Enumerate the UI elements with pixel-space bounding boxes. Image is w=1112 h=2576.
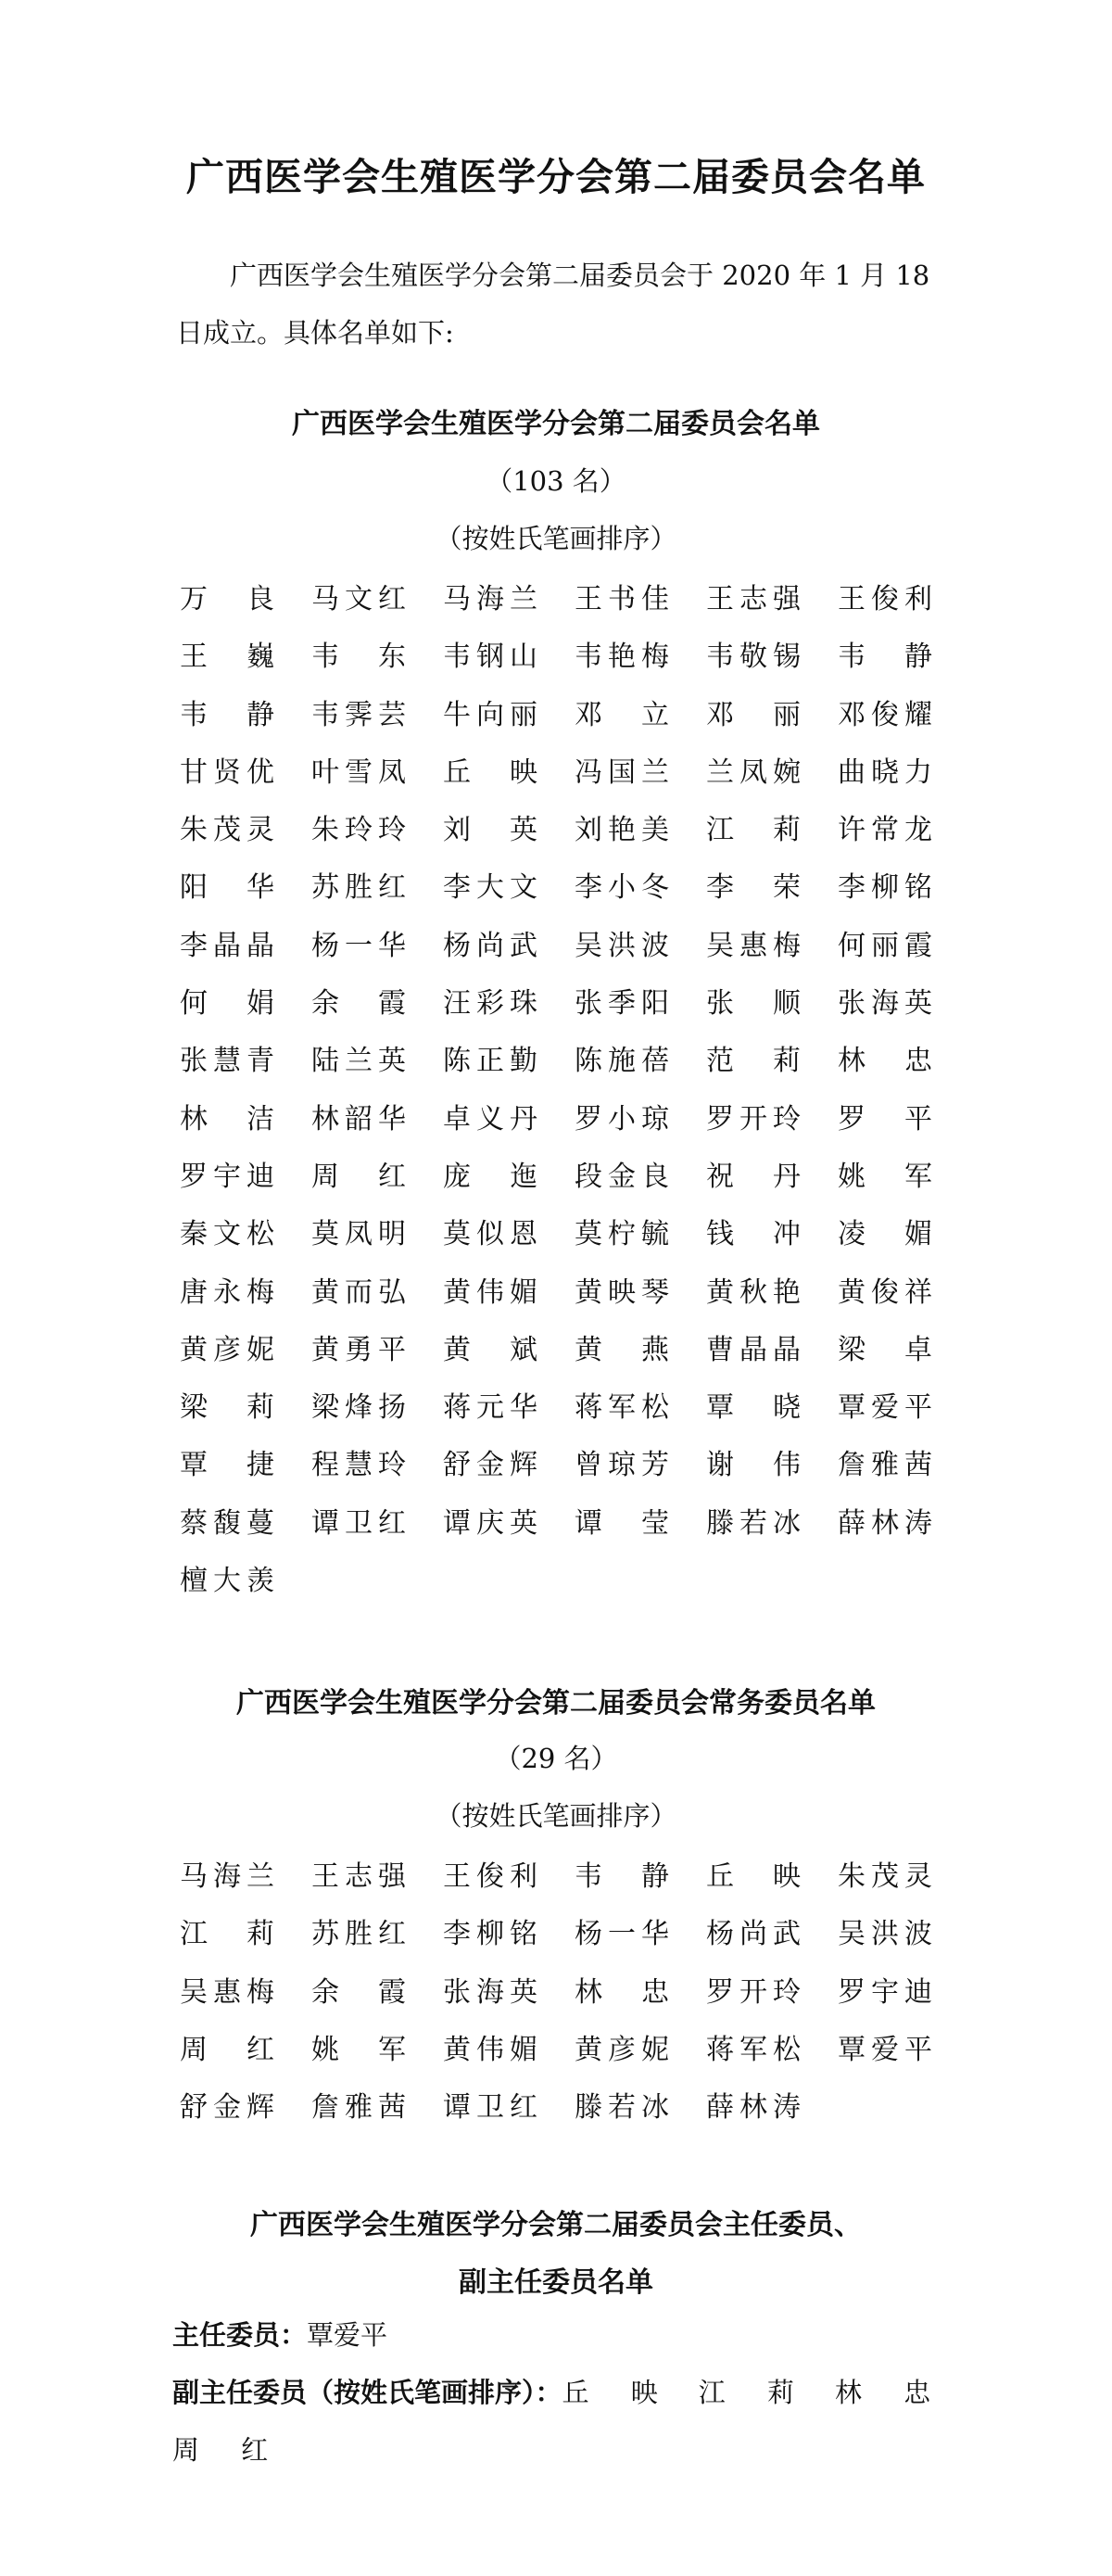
member-name: 杨 一 华 xyxy=(575,1918,669,1951)
member-name: 曹 晶 晶 xyxy=(706,1333,801,1366)
leaders-title-line-1: 广西医学会生殖医学分会第二届委员会主任委员、 xyxy=(250,2209,862,2241)
member-name: 罗 开 玲 xyxy=(706,1102,801,1136)
member-name: 梁 烽 扬 xyxy=(311,1391,406,1425)
member-name: 蔡 馥 蔓 xyxy=(180,1506,274,1540)
member-name: 王 志 强 xyxy=(311,1860,406,1893)
member-name: 谢 伟 xyxy=(706,1449,801,1482)
member-name: 林 忠 xyxy=(575,1975,669,2009)
member-name: 陈 施 蓓 xyxy=(575,1045,669,1078)
member-name: 兰 凤 婉 xyxy=(706,755,801,789)
member-name: 黄 秋 艳 xyxy=(706,1275,801,1309)
member-name: 罗 小 琼 xyxy=(575,1102,669,1136)
member-name: 韦 静 xyxy=(838,641,932,674)
member-name: 许 常 龙 xyxy=(838,814,932,847)
member-name: 韦 艳 梅 xyxy=(575,641,669,674)
chair-name: 覃爱平 xyxy=(307,2319,388,2351)
member-name: 黄 勇 平 xyxy=(311,1333,406,1366)
member-name: 覃 捷 xyxy=(180,1449,274,1482)
member-name: 林 忠 xyxy=(838,1045,932,1078)
member-name: 叶 雪 凤 xyxy=(311,755,406,789)
member-name: 王 俊 利 xyxy=(443,1860,537,1893)
member-name: 牛 向 丽 xyxy=(443,698,537,731)
member-name: 何 娟 xyxy=(180,987,274,1021)
leaders-title-line-2: 副主任委员名单 xyxy=(459,2266,653,2299)
intro-line-2: 日成立。具体名单如下: xyxy=(176,317,454,349)
chair-line xyxy=(172,2315,387,2353)
member-name: 梁 莉 xyxy=(180,1391,274,1425)
member-name: 詹 雅 茜 xyxy=(311,2091,406,2125)
member-name: 朱 茂 灵 xyxy=(838,1860,932,1893)
member-name: 蒋 军 松 xyxy=(575,1391,669,1425)
member-name: 韦 静 xyxy=(575,1860,669,1893)
member-name: 吴 惠 梅 xyxy=(706,929,801,962)
member-name: 江 莉 xyxy=(706,814,801,847)
member-name: 滕 若 冰 xyxy=(706,1506,801,1540)
member-name: 蒋 军 松 xyxy=(706,2033,801,2066)
member-name: 罗 平 xyxy=(838,1102,932,1136)
intro-line-1: 广西医学会生殖医学分会第二届委员会于 2020 年 1 月 18 xyxy=(230,260,930,291)
member-name: 谭 卫 红 xyxy=(443,2091,537,2125)
member-name: 黄 斌 xyxy=(443,1333,537,1366)
standing-member-grid xyxy=(180,1845,958,2133)
member-name: 王 俊 利 xyxy=(838,583,932,615)
member-name: 邓 俊 耀 xyxy=(838,698,932,731)
member-name: 张 季 阳 xyxy=(575,987,669,1021)
vice-chair-names: 丘 映 江 莉 林 忠 xyxy=(562,2377,948,2408)
member-name: 莫 凤 明 xyxy=(311,1218,406,1251)
member-name: 王 志 强 xyxy=(706,583,801,615)
member-name: 吴 洪 波 xyxy=(575,929,669,962)
member-name: 马 海 兰 xyxy=(443,583,537,615)
member-name: 李 小 冬 xyxy=(575,871,669,905)
member-name: 周 红 xyxy=(311,1160,406,1193)
member-name: 马 海 兰 xyxy=(180,1860,274,1893)
member-name: 秦 文 松 xyxy=(180,1218,274,1251)
member-name: 江 莉 xyxy=(180,1918,274,1951)
standing-count: （29 名） xyxy=(494,1743,618,1774)
committee-count: （103 名） xyxy=(486,465,626,497)
member-name: 黄 映 琴 xyxy=(575,1275,669,1309)
member-name: 庞 迤 xyxy=(443,1160,537,1193)
member-name: 何 丽 霞 xyxy=(838,929,932,962)
vice-chair-label: 副主任委员（按姓氏笔画排序）： xyxy=(172,2377,562,2408)
member-name: 王 巍 xyxy=(180,641,274,674)
member-name: 黄 俊 祥 xyxy=(838,1275,932,1309)
member-name: 杨 尚 武 xyxy=(706,1918,801,1951)
member-name: 覃 晓 xyxy=(706,1391,801,1425)
member-name: 万 良 xyxy=(180,583,274,615)
member-name: 舒 金 辉 xyxy=(180,2091,274,2125)
member-name: 檀 大 羡 xyxy=(180,1565,274,1598)
member-name: 黄 彦 妮 xyxy=(575,2033,669,2066)
member-name: 莫 柠 毓 xyxy=(575,1218,669,1251)
member-name: 范 莉 xyxy=(706,1045,801,1078)
member-name: 钱 冲 xyxy=(706,1218,801,1251)
member-name: 罗 开 玲 xyxy=(706,1975,801,2009)
member-name: 邓 丽 xyxy=(706,698,801,731)
member-name: 谭 庆 英 xyxy=(443,1506,537,1540)
member-name: 卓 义 丹 xyxy=(443,1102,537,1136)
member-name: 冯 国 兰 xyxy=(575,755,669,789)
member-name: 蒋 元 华 xyxy=(443,1391,537,1425)
member-name: 罗 宇 迪 xyxy=(838,1975,932,2009)
member-name: 汪 彩 珠 xyxy=(443,987,537,1021)
member-name: 李 晶 晶 xyxy=(180,929,274,962)
member-name: 滕 若 冰 xyxy=(575,2091,669,2125)
member-name: 马 文 红 xyxy=(311,583,406,615)
member-name: 曲 晓 力 xyxy=(838,755,932,789)
intro-paragraph xyxy=(176,247,945,362)
member-name: 朱 茂 灵 xyxy=(180,814,274,847)
member-name: 林 韶 华 xyxy=(311,1102,406,1136)
vice-chair-names-cont: 周 红 xyxy=(172,2434,285,2466)
member-name: 黄 燕 xyxy=(575,1333,669,1366)
member-name: 张 顺 xyxy=(706,987,801,1021)
member-name: 李 柳 铭 xyxy=(838,871,932,905)
member-name: 周 红 xyxy=(180,2033,274,2066)
document-title: 广西医学会生殖医学分会第二届委员会名单 xyxy=(186,155,926,199)
member-name: 张 海 英 xyxy=(443,1975,537,2009)
member-name: 刘 英 xyxy=(443,814,537,847)
member-name: 甘 贤 优 xyxy=(180,755,274,789)
member-name: 丘 映 xyxy=(706,1860,801,1893)
member-name: 朱 玲 玲 xyxy=(311,814,406,847)
member-name: 覃 爱 平 xyxy=(838,1391,932,1425)
member-name: 祝 丹 xyxy=(706,1160,801,1193)
member-name: 韦 静 xyxy=(180,698,274,731)
member-name: 李 荣 xyxy=(706,871,801,905)
member-name: 阳 华 xyxy=(180,871,274,905)
member-name: 梁 卓 xyxy=(838,1333,932,1366)
member-name: 李 大 文 xyxy=(443,871,537,905)
member-name: 陆 兰 英 xyxy=(311,1045,406,1078)
member-name: 余 霞 xyxy=(311,987,406,1021)
member-name: 黄 伟 媚 xyxy=(443,2033,537,2066)
member-name: 刘 艳 美 xyxy=(575,814,669,847)
member-name: 陈 正 勤 xyxy=(443,1045,537,1078)
member-name: 王 书 佳 xyxy=(575,583,669,615)
member-name: 张 慧 青 xyxy=(180,1045,274,1078)
member-name: 姚 军 xyxy=(838,1160,932,1193)
member-name: 李 柳 铭 xyxy=(443,1918,537,1951)
member-name: 吴 洪 波 xyxy=(838,1918,932,1951)
member-name: 罗 宇 迪 xyxy=(180,1160,274,1193)
member-name: 韦 霁 芸 xyxy=(311,698,406,731)
member-name: 黄 而 弘 xyxy=(311,1275,406,1309)
member-name: 薛 林 涛 xyxy=(706,2091,801,2125)
member-name: 邓 立 xyxy=(575,698,669,731)
member-name: 程 慧 玲 xyxy=(311,1449,406,1482)
member-name: 余 霞 xyxy=(311,1975,406,2009)
chair-label: 主任委员： xyxy=(172,2319,308,2351)
member-name: 杨 一 华 xyxy=(311,929,406,962)
member-name: 覃 爱 平 xyxy=(838,2033,932,2066)
member-name: 唐 永 梅 xyxy=(180,1275,274,1309)
member-name: 谭 莹 xyxy=(575,1506,669,1540)
member-name: 苏 胜 红 xyxy=(311,1918,406,1951)
member-name: 凌 媚 xyxy=(838,1218,932,1251)
vice-chair-line-2 xyxy=(172,2430,309,2468)
member-name: 黄 伟 媚 xyxy=(443,1275,537,1309)
committee-order-note: （按姓氏笔画排序） xyxy=(435,523,677,554)
committee-member-grid xyxy=(180,567,958,1606)
member-name: 黄 彦 妮 xyxy=(180,1333,274,1366)
member-name: 莫 似 恩 xyxy=(443,1218,537,1251)
committee-title: 广西医学会生殖医学分会第二届委员会名单 xyxy=(292,408,820,440)
member-name: 杨 尚 武 xyxy=(443,929,537,962)
member-name: 韦 敬 锡 xyxy=(706,641,801,674)
member-name: 段 金 良 xyxy=(575,1160,669,1193)
member-name: 詹 雅 茜 xyxy=(838,1449,932,1482)
vice-chair-line xyxy=(172,2372,971,2410)
standing-title: 广西医学会生殖医学分会第二届委员会常务委员名单 xyxy=(236,1687,876,1719)
member-name: 曾 琼 芳 xyxy=(575,1449,669,1482)
member-name: 韦 钢 山 xyxy=(443,641,537,674)
member-name: 丘 映 xyxy=(443,755,537,789)
member-name: 薛 林 涛 xyxy=(838,1506,932,1540)
member-name: 林 洁 xyxy=(180,1102,274,1136)
member-name: 苏 胜 红 xyxy=(311,871,406,905)
member-name: 张 海 英 xyxy=(838,987,932,1021)
member-name: 谭 卫 红 xyxy=(311,1506,406,1540)
member-name: 姚 军 xyxy=(311,2033,406,2066)
member-name: 吴 惠 梅 xyxy=(180,1975,274,2009)
member-name: 韦 东 xyxy=(311,641,406,674)
member-name: 舒 金 辉 xyxy=(443,1449,537,1482)
standing-order-note: （按姓氏笔画排序） xyxy=(435,1800,677,1832)
